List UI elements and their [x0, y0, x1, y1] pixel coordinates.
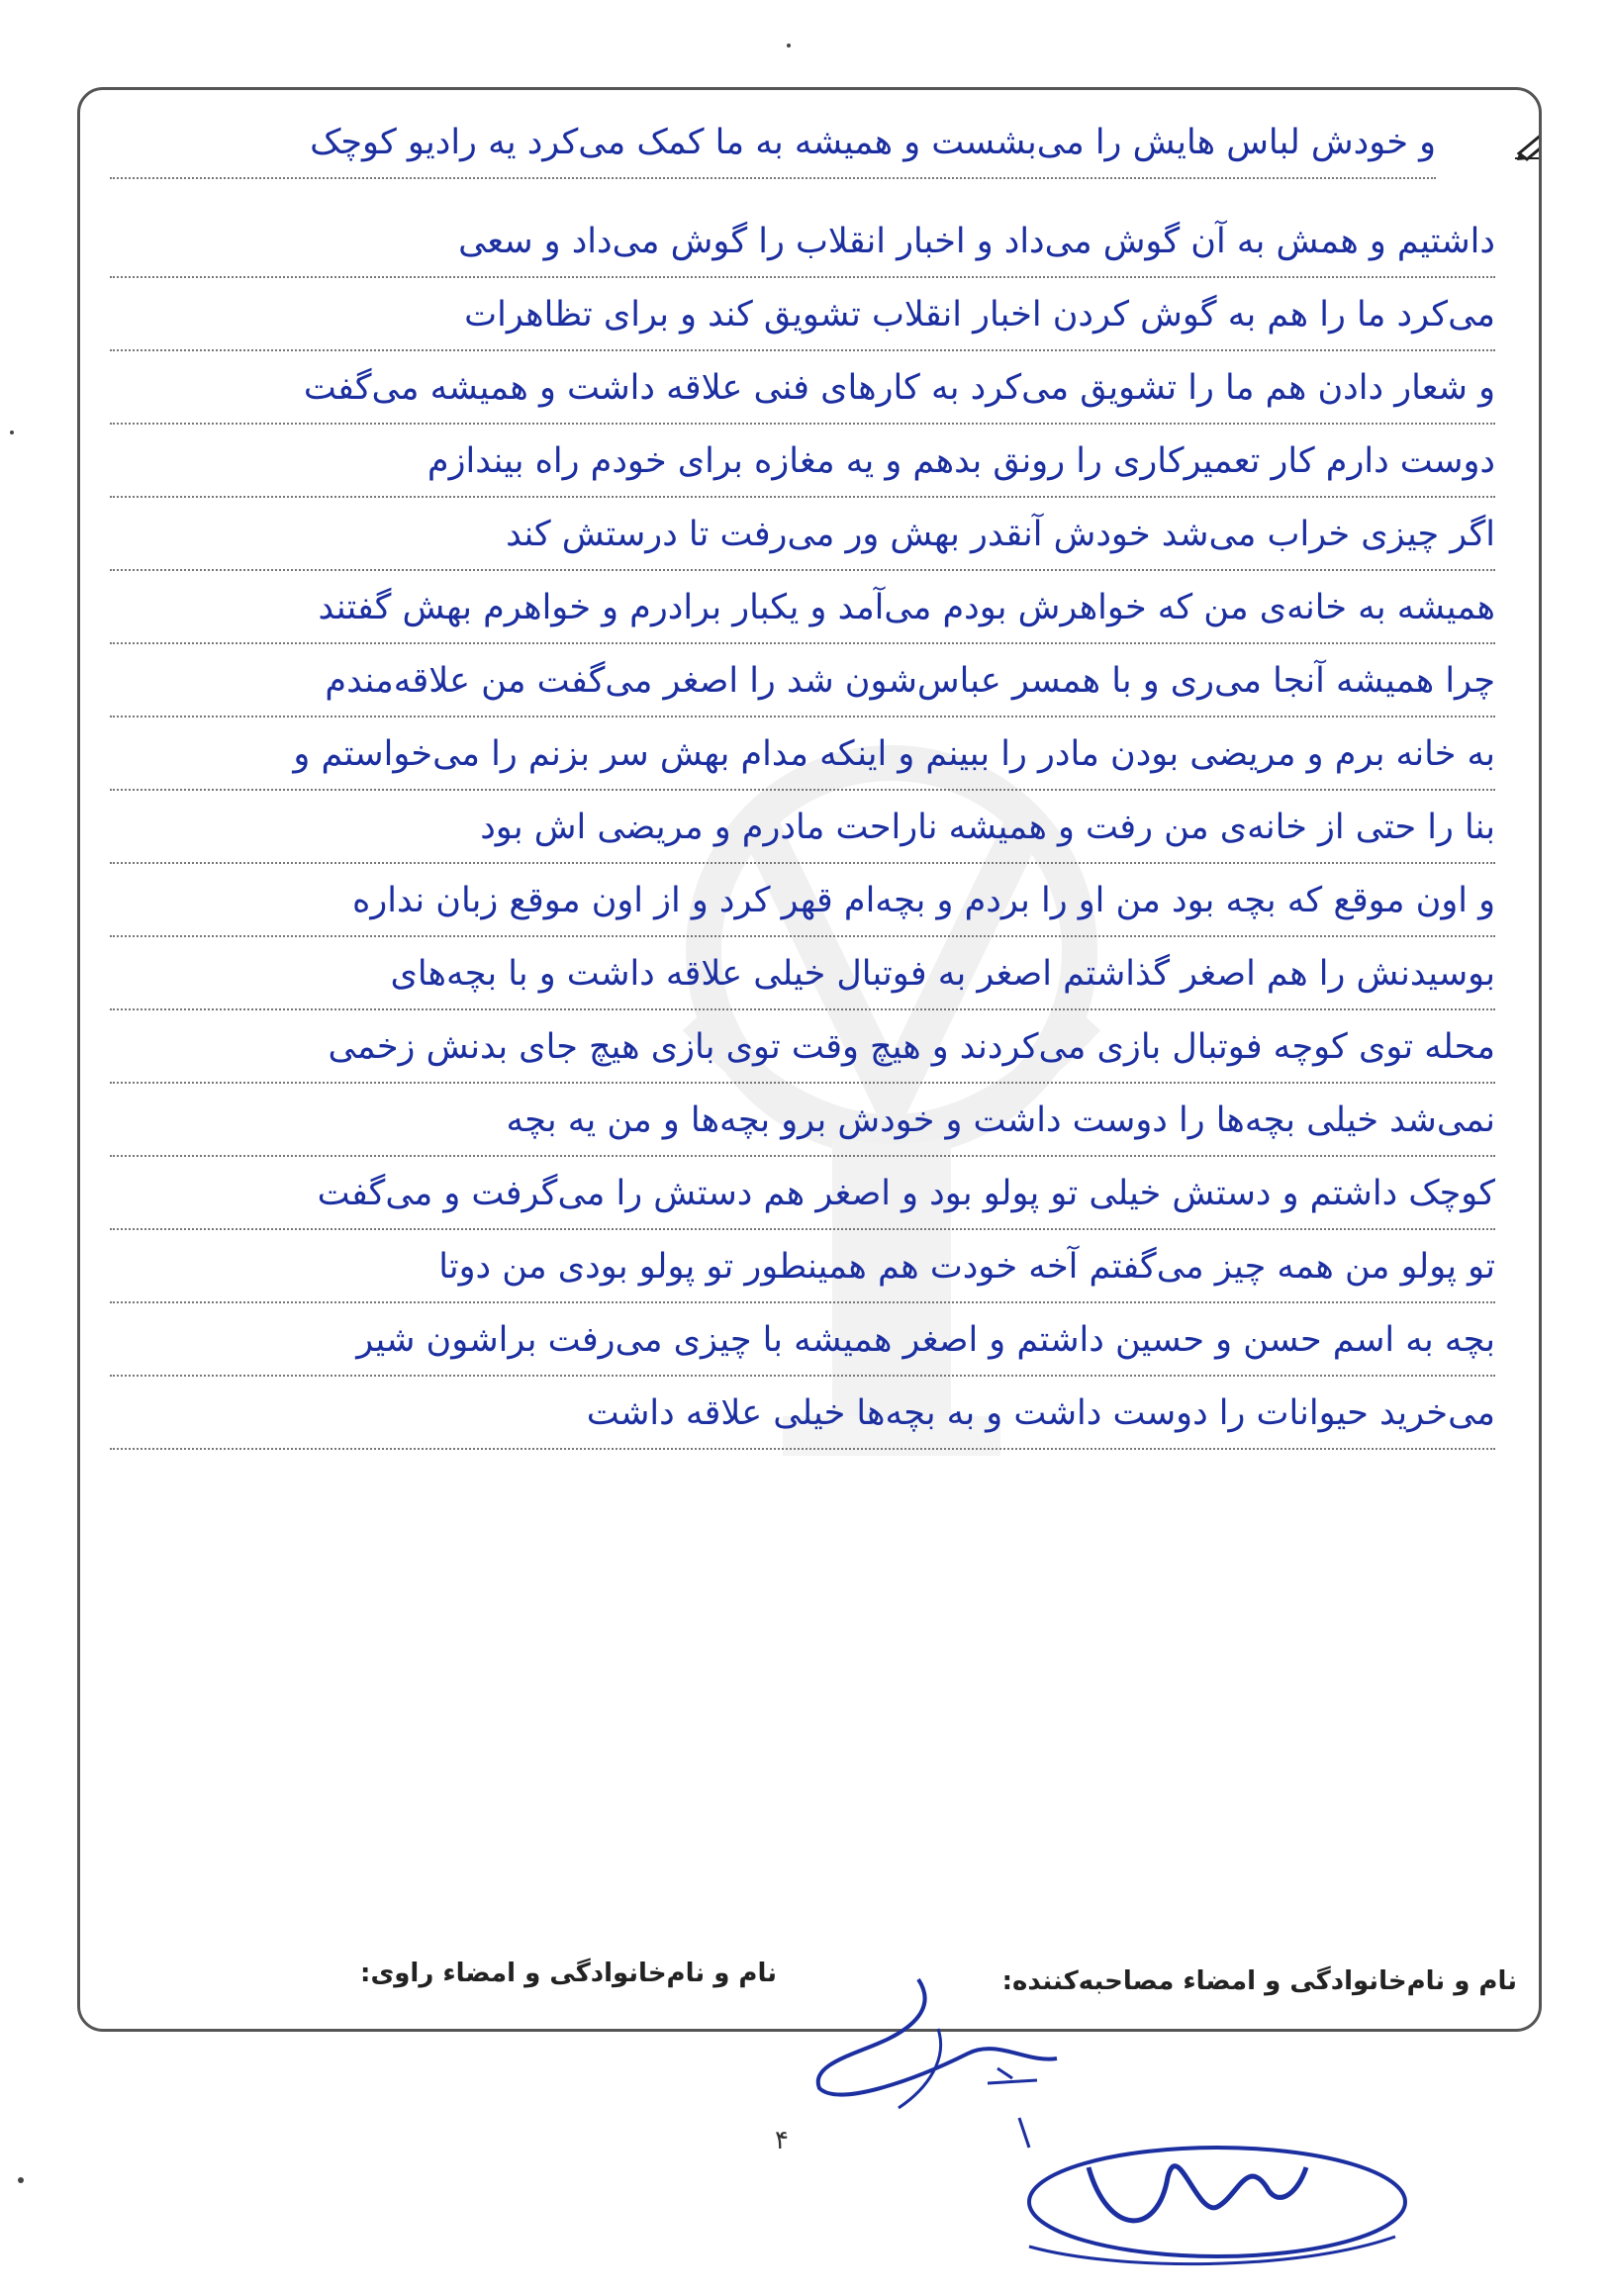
text-line: بوسیدنش را هم اصغر گذاشتم اصغر به فوتبال خیلی علاقه داشت و با بچه‌های — [110, 939, 1495, 1010]
text-line: نمی‌شد خیلی بچه‌ها را دوست داشت و خودش برو بچه‌ها و من یه بچه — [110, 1086, 1495, 1157]
text-line: اگر چیزی خراب می‌شد خودش آنقدر بهش ور می‌رفت تا درستش کند — [110, 500, 1495, 571]
text-line: و اون موقع که بچه بود من او را بردم و بچه‌ام قهر کرد و از اون موقع زبان نداره — [110, 866, 1495, 937]
narrator-signature-label: نام و نام‌خانوادگی و امضاء راوی: — [360, 1959, 777, 1988]
text-line: بچه به اسم حسن و حسین داشتم و اصغر همیشه با چیزی می‌رفت براشون شیر — [110, 1305, 1495, 1377]
text-line: کوچک داشتم و دستش خیلی تو پولو بود و اصغر هم دستش را می‌گرفت و می‌گفت — [110, 1159, 1495, 1230]
text-line: و خودش لباس هایش را می‌بشست و همیشه به ما کمک می‌کرد یه رادیو کوچک — [110, 108, 1436, 179]
interviewer-signature-label: نام و نام‌خانوادگی و امضاء مصاحبه‌کننده: — [1001, 1966, 1517, 1996]
text-line: بنا را حتی از خانه‌ی من رفت و همیشه ناراحت مادرم و مریضی اش بود — [110, 793, 1495, 864]
text-line: محله توی کوچه فوتبال بازی می‌کردند و هیچ وقت توی بازی هیچ جای بدنش زخمی — [110, 1012, 1495, 1084]
text-line: به خانه برم و مریضی بودن مادر را ببینم و اینکه مدام بهش سر بزنم را می‌خواستم و — [110, 719, 1495, 791]
scan-speck — [787, 44, 791, 48]
narrator-signature-icon — [999, 2098, 1415, 2286]
text-line: می‌کرد ما را هم به گوش کردن اخبار انقلاب تشویق کند و برای تظاهرات — [110, 280, 1495, 351]
text-line: و شعار دادن هم ما را تشویق می‌کرد به کارهای فنی علاقه داشت و همیشه می‌گفت — [110, 353, 1495, 425]
page-frame — [77, 87, 1542, 2032]
scan-speck — [10, 430, 14, 434]
text-line: داشتیم و همش به آن گوش می‌داد و اخبار انقلاب را گوش می‌داد و سعی — [110, 207, 1495, 278]
text-line: چرا همیشه آنجا می‌ری و با همسر عباس‌شون شد را اصغر می‌گفت من علاقه‌مندم — [110, 646, 1495, 718]
text-line: تو پولو من همه چیز می‌گفتم آخه خودت هم همینطور تو پولو بودی من دوتا — [110, 1232, 1495, 1303]
text-line: می‌خرید حیوانات را دوست داشت و به بچه‌ها خیلی علاقه داشت — [110, 1379, 1495, 1450]
text-line: دوست دارم کار تعمیرکاری را رونق بدهم و یه مغازه برای خودم راه بیندازم — [110, 427, 1495, 498]
handwritten-text-area — [80, 90, 1539, 2029]
page-number: ۴ — [775, 2126, 789, 2155]
text-line: همیشه به خانه‌ی من که خواهرش بودم می‌آمد و یکبار برادرم و خواهرم بهش گفتند — [110, 573, 1495, 644]
interviewer-signature-icon — [800, 1969, 1087, 2118]
scan-speck — [18, 2177, 24, 2183]
